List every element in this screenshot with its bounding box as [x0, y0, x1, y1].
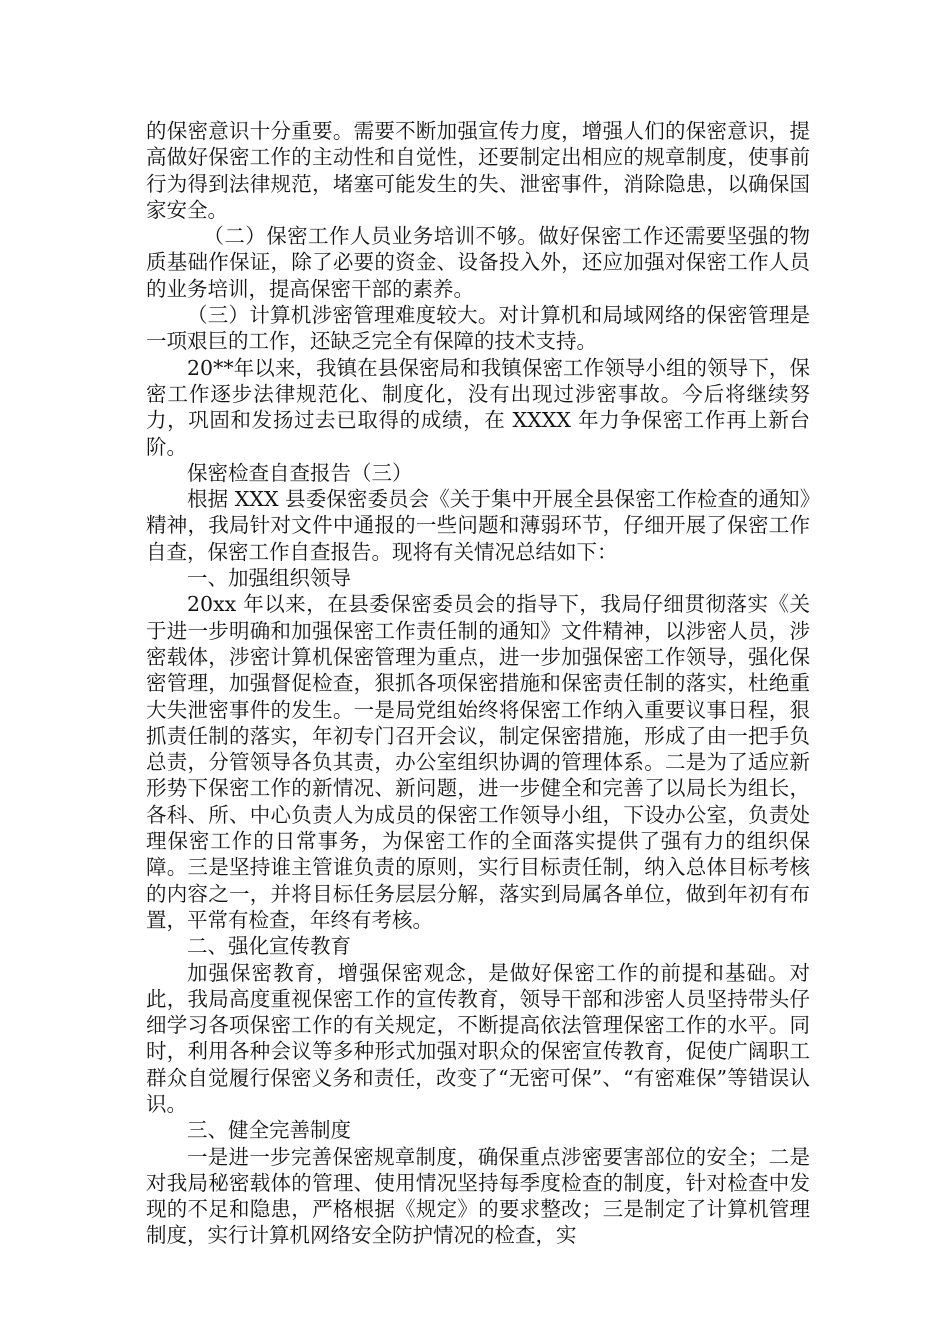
paragraph-regulations: 一是进一步完善保密规章制度，确保重点涉密要害部位的安全；二是对我局秘密载体的管理、使用情况坚持每季度检查的制度，针对检查中发现的不足和隐患，严格根据《规定》的要求整改；三是制定了计算机管理制度，实行计算机网络安全防护情况的检查，实 — [146, 1144, 810, 1248]
paragraph-report-intro: 根据 XXX 县委保密委员会《关于集中开展全县保密工作检查的通知》精神，我局针对文件中通报的一些问题和薄弱环节，仔细开展了保密工作自查，保密工作自查报告。现将有关情况总结如下： — [146, 487, 810, 564]
paragraph-organization: 20xx 年以来，在县委保密委员会的指导下，我局仔细贯彻落实《关于进一步明确和加强保密工作责任制的通知》文件精神，以涉密人员，涉密载体，涉密计算机保密管理为重点，进一步加强保密工作领导，强化保密管理，加强督促检查，狠抓各项保密措施和保密责任制的落实，杜绝重大失泄密事件的发生。一是局党组始终将保密工作纳入重要议事日程，狠抓责任制的落实，年初专门召开会议，制定保密措施，形成了由一把手负总责，分管领导各负其责，办公室组织协调的管理体系。二是为了适应新形势下保密工作的新情况、新问题，进一步健全和完善了以局长为组长，各科、所、中心负责人为成员的保密工作领导小组，下设办公室，负责处理保密工作的日常事务，为保密工作的全面落实提供了强有力的组织保障。三是坚持谁主管谁负责的原则，实行目标责任制，纳入总体目标考核的内容之一，并将目标任务层层分解，落实到局属各单位，做到年初有布置，平常有检查，年终有考核。 — [146, 592, 810, 932]
paragraph-town-summary: 20**年以来，我镇在县保密局和我镇保密工作领导小组的领导下，保密工作逐步法律规范化、制度化，没有出现过涉密事故。今后将继续努力，巩固和发扬过去已取得的成绩，在 XXXX 年力争保密工作再上新台阶。 — [146, 355, 810, 459]
report-title-three: 保密检查自查报告（三） — [187, 460, 413, 485]
paragraph-computer-management: （三）计算机涉密管理难度较大。对计算机和局域网络的保密管理是一项艰巨的工作，还缺乏完全有保障的技术支持。 — [146, 303, 810, 354]
paragraph-education: 加强保密教育，增强保密观念，是做好保密工作的前提和基础。对此，我局高度重视保密工作的宣传教育，领导干部和涉密人员坚持带头仔细学习各项保密工作的有关规定，不断提高依法管理保密工作的水平。同时，利用各种会议等多种形式加强对职众的保密宣传教育，促使广阔职工群众自觉履行保密义务和责任，改变了“无密可保”、“有密难保”等错误认识。 — [146, 960, 810, 1116]
section-heading-education: 二、强化宣传教育 — [187, 934, 351, 959]
paragraph-staff-training: （二）保密工作人员业务培训不够。做好保密工作还需要坚强的物质基础作保证，除了必要的资金、设备投入外，还应加强对保密工作人员的业务培训，提高保密干部的素养。 — [146, 224, 810, 301]
section-heading-regulations: 三、健全完善制度 — [187, 1118, 351, 1143]
section-heading-organization: 一、加强组织领导 — [187, 566, 351, 591]
paragraph-security-awareness: 的保密意识十分重要。需要不断加强宣传力度，增强人们的保密意识，提高做好保密工作的主动性和自觉性，还要制定出相应的规章制度，使事前行为得到法律规范，堵塞可能发生的失、泄密事件，消除隐患，以确保国家安全。 — [146, 119, 810, 222]
document-body — [146, 118, 810, 1249]
